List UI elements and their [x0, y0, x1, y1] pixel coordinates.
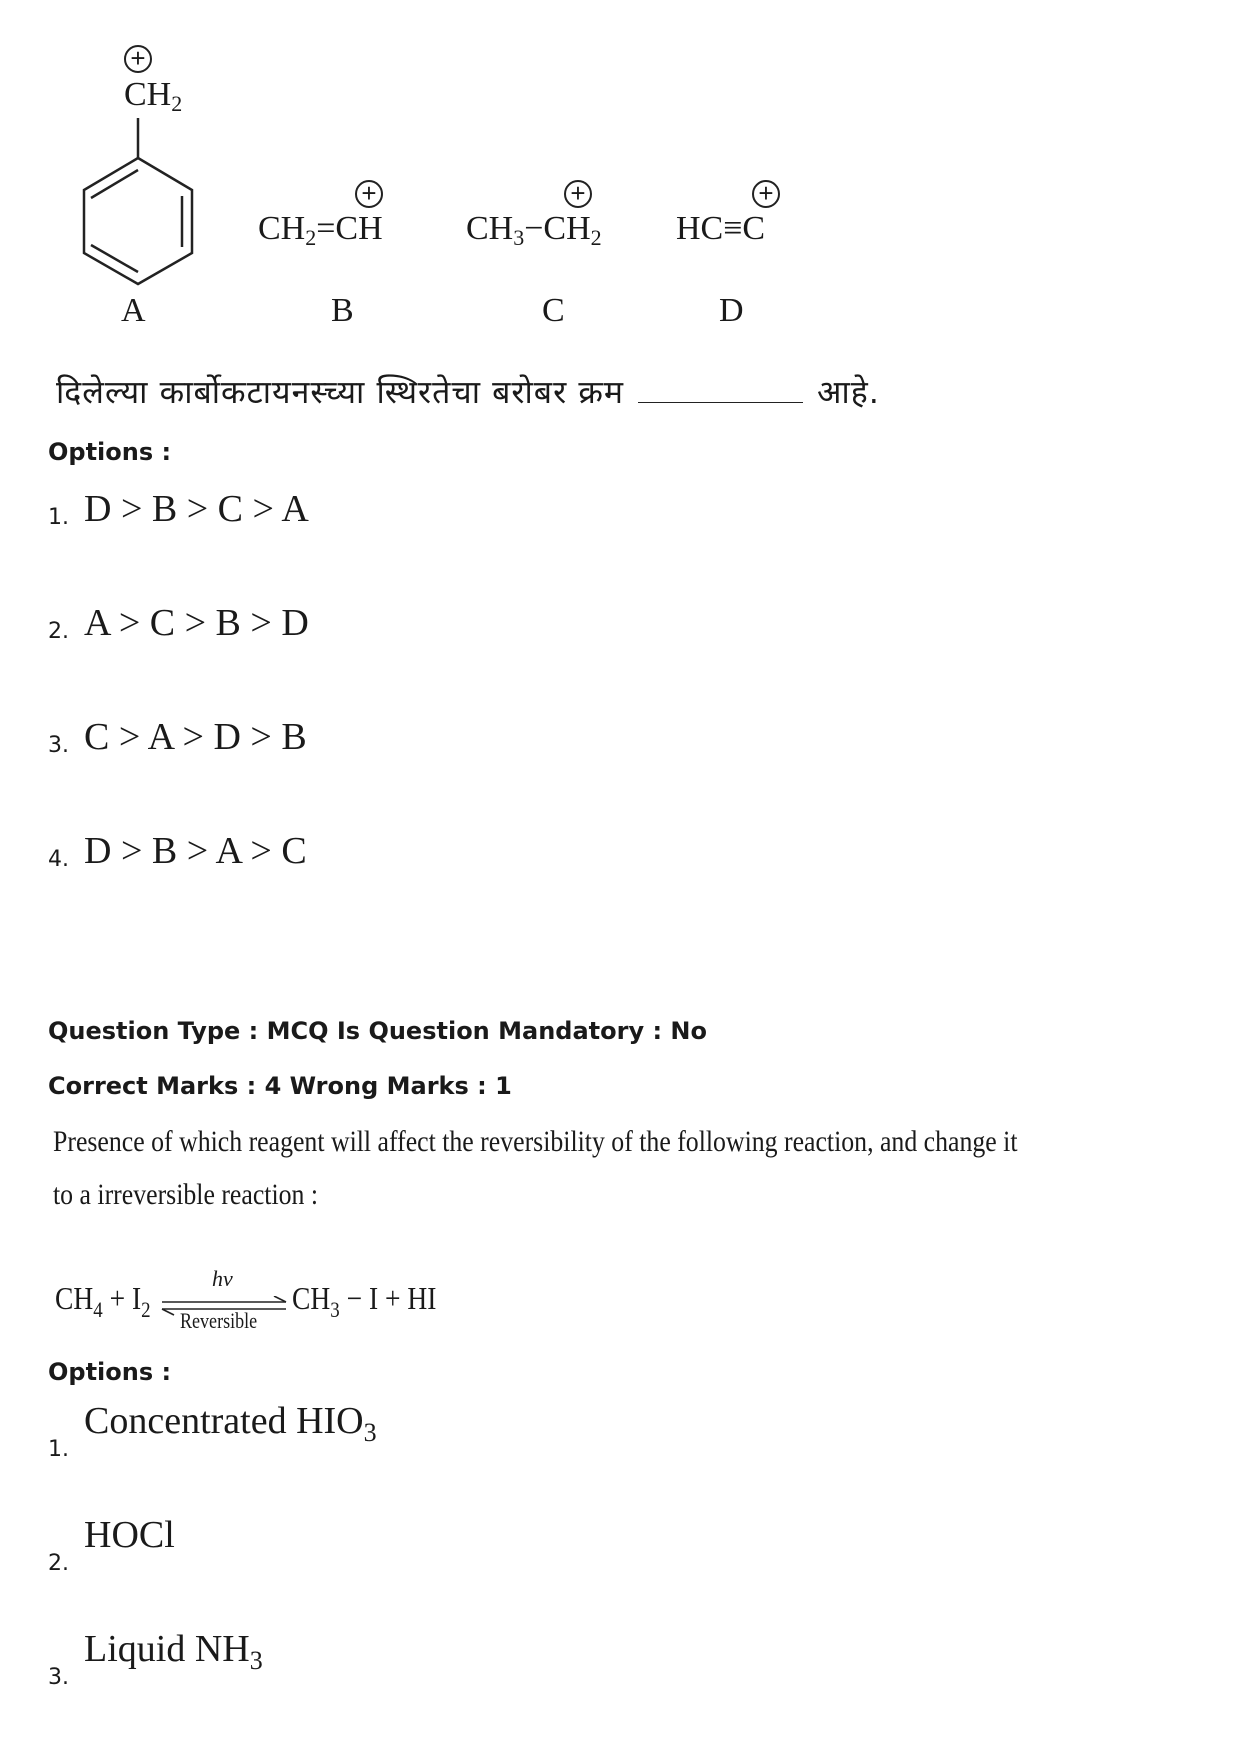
- option-value: C > A > D > B: [84, 716, 307, 758]
- option-value: D > B > A > C: [84, 830, 307, 872]
- option-number: 4.: [48, 847, 69, 872]
- question-1-text: दिलेल्या कार्बोकटायनस्च्या स्थिरतेचा बरोबर क्रम आहे.: [56, 373, 880, 411]
- reaction-condition-above: hν: [212, 1266, 233, 1291]
- positive-charge-icon: +: [124, 45, 152, 73]
- structure-c-formula: $CH_3-CH_2$: [466, 210, 602, 250]
- reaction-products: $CH_3 - I$ + HI: [292, 1280, 437, 1322]
- option-value: Concentrated $HIO_3$: [84, 1400, 377, 1447]
- positive-charge-icon: +: [355, 180, 383, 208]
- structure-b-formula: $CH_2=CH$: [258, 210, 383, 250]
- option-value: HOCl: [84, 1514, 175, 1556]
- benzene-ring-icon: [60, 118, 210, 288]
- option-value: Liquid $NH_3$: [84, 1628, 263, 1675]
- positive-charge-icon: +: [564, 180, 592, 208]
- reaction-reactants: $CH_4 + I_2$: [55, 1280, 151, 1322]
- option-value: A > C > B > D: [84, 602, 309, 644]
- structure-c-label: C: [542, 292, 565, 329]
- option-value: D > B > C > A: [84, 488, 309, 530]
- option-number: 1.: [48, 505, 69, 530]
- option-number: 3.: [48, 1665, 69, 1690]
- question-2-text-line-1: Presence of which reagent will affect the reversibility of the following reaction, and change it: [53, 1125, 1018, 1158]
- structure-a-group: $CH_2$: [124, 76, 183, 116]
- answer-blank: [638, 372, 803, 403]
- question-type-line: Question Type : MCQ Is Question Mandatory : No: [48, 1017, 707, 1045]
- structure-d-formula: HC≡C: [676, 210, 766, 247]
- marks-line: Correct Marks : 4 Wrong Marks : 1: [48, 1072, 512, 1100]
- option-number: 1.: [48, 1437, 69, 1462]
- positive-charge-icon: +: [752, 180, 780, 208]
- option-number: 2.: [48, 1551, 69, 1576]
- option-number: 3.: [48, 733, 69, 758]
- option-number: 2.: [48, 619, 69, 644]
- reaction-condition-below: Reversible: [180, 1308, 258, 1333]
- options-label: Options :: [48, 438, 172, 466]
- options-label: Options :: [48, 1358, 172, 1386]
- structure-d-label: D: [719, 292, 744, 329]
- structure-b-label: B: [331, 292, 354, 329]
- structure-a-label: A: [121, 292, 146, 329]
- question-2-text-line-2: to a irreversible reaction :: [53, 1178, 319, 1211]
